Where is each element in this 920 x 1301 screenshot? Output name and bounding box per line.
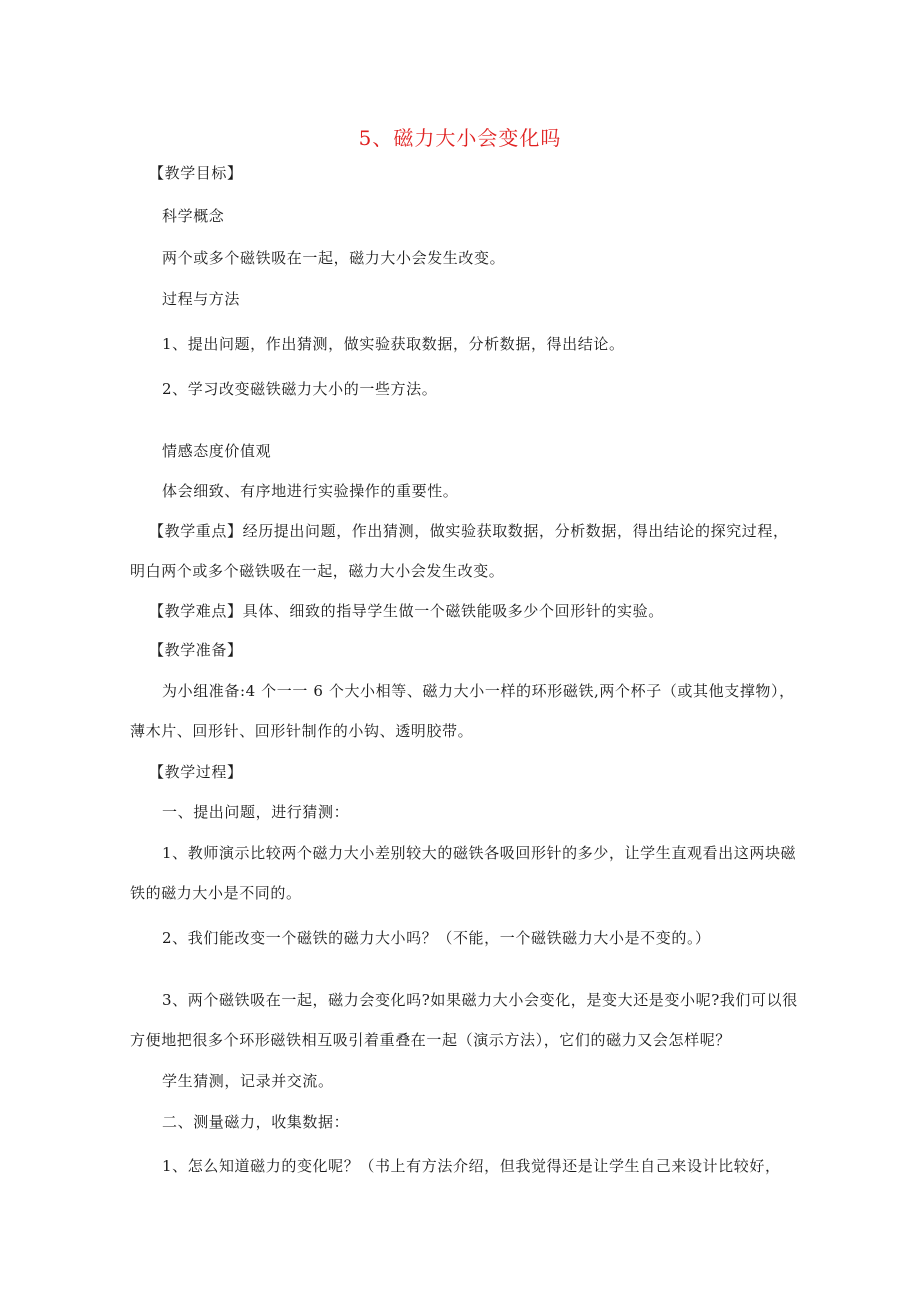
heading-teaching-goals: 【教学目标】 (149, 164, 243, 182)
list-item-method-1: 1、提出问题，作出猜测，做实验获取数据，分析数据，得出结论。 (162, 335, 625, 353)
list-item-process-2: 2、我们能改变一个磁铁的磁力大小吗？（不能，一个磁铁磁力大小是不变的。） (162, 929, 711, 947)
paragraph-preparation-cont: 薄木片、回形针、回形针制作的小钩、透明胶带。 (130, 722, 474, 740)
paragraph-attitude: 体会细致、有序地进行实验操作的重要性。 (162, 482, 459, 500)
paragraph-key-points-cont: 明白两个或多个磁铁吸在一起，磁力大小会发生改变。 (130, 562, 505, 580)
paragraph-key-points: 【教学重点】经历提出问题，作出猜测，做实验获取数据，分析数据，得出结论的探究过程， (149, 522, 789, 540)
section-one-title: 一、提出问题，进行猜测： (162, 803, 350, 821)
list-item-process-1-cont: 铁的磁力大小是不同的。 (130, 884, 302, 902)
subheading-process-method: 过程与方法 (162, 290, 241, 308)
paragraph-preparation: 为小组准备:4 个一一 6 个大小相等、磁力大小一样的环形磁铁,两个杯子（或其他支撑物）， (162, 682, 795, 700)
paragraph-difficulty: 【教学难点】具体、细致的指导学生做一个磁铁能吸多少个回形针的实验。 (149, 602, 664, 620)
list-item-process-3-cont: 方便地把很多个环形磁铁相互吸引着重叠在一起（演示方法），它们的磁力又会怎样呢？ (130, 1031, 731, 1049)
paragraph-concept: 两个或多个磁铁吸在一起，磁力大小会发生改变。 (162, 249, 506, 267)
paragraph-student-guess: 学生猜测，记录并交流。 (162, 1072, 334, 1090)
list-item-method-2: 2、学习改变磁铁磁力大小的一些方法。 (162, 380, 438, 398)
list-item-measure-1: 1、怎么知道磁力的变化呢？（书上有方法介绍，但我觉得还是让学生自己来设计比较好， (162, 1157, 781, 1175)
section-two-title: 二、测量磁力，收集数据： (162, 1113, 350, 1131)
subheading-science-concept: 科学概念 (162, 207, 225, 225)
list-item-process-3: 3、两个磁铁吸在一起，磁力会变化吗?如果磁力大小会变化，是变大还是变小呢?我们可以很 (162, 991, 798, 1009)
heading-preparation: 【教学准备】 (149, 641, 243, 659)
document-title: 5、磁力大小会变化吗 (358, 126, 562, 150)
list-item-process-1: 1、教师演示比较两个磁力大小差别较大的磁铁各吸回形针的多少，让学生直观看出这两块磁 (162, 844, 797, 862)
heading-teaching-process: 【教学过程】 (149, 763, 243, 781)
subheading-attitude: 情感态度价值观 (162, 442, 272, 460)
